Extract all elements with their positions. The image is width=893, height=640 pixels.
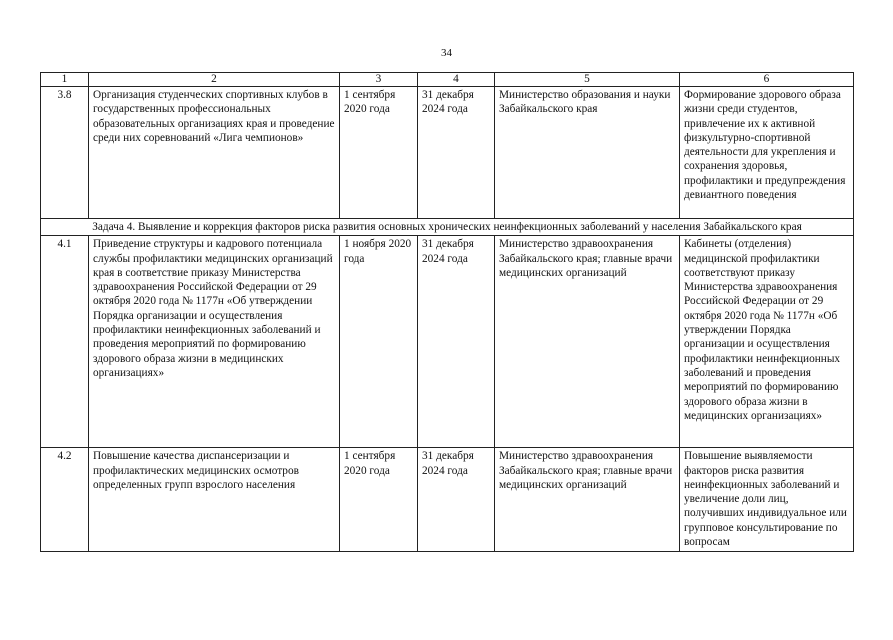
header-col-3: 3 [340, 73, 418, 87]
header-row [41, 73, 854, 87]
end-date-cell: 31 декабря 2024 года [418, 448, 495, 552]
header-col-6: 6 [680, 73, 854, 87]
header-col-5: 5 [495, 73, 680, 87]
executor-cell: Министерство здравоохранения Забайкальского края; главные врачи медицинских организаций [495, 448, 680, 552]
activity-cell: Организация студенческих спортивных клубов в государственных профессиональных образовательных организациях края и проведение среди них соревнований «Лига чемпионов» [89, 87, 340, 219]
result-cell: Повышение выявляемости факторов риска развития неинфекционных заболеваний и увеличение доли лиц, получивших индивидуальное или групповое консультирование по вопросам [680, 448, 854, 552]
page-number: 34 [441, 47, 452, 59]
start-date-cell: 1 сентября 2020 года [340, 87, 418, 219]
start-date-cell: 1 сентября 2020 года [340, 448, 418, 552]
header-col-4: 4 [418, 73, 495, 87]
executor-cell: Министерство здравоохранения Забайкальского края; главные врачи медицинских организаций [495, 236, 680, 448]
table-row [41, 87, 854, 219]
activities-table [40, 72, 854, 552]
row-number: 4.2 [41, 448, 89, 552]
header-col-1: 1 [41, 73, 89, 87]
start-date-cell: 1 ноября 2020 года [340, 236, 418, 448]
executor-cell: Министерство образования и науки Забайкальского края [495, 87, 680, 219]
end-date-cell: 31 декабря 2024 года [418, 236, 495, 448]
task-heading: Задача 4. Выявление и коррекция факторов риска развития основных хронических неинфекционных заболеваний у населения Забайкальского края [41, 219, 854, 236]
activity-cell: Приведение структуры и кадрового потенциала службы профилактики медицинских организаций края в соответствие приказу Министерства здравоохранения Российской Федерации от 29 октября 2020 года № 1177н «Об утверждении Порядка организации и осуществления профилактики неинфекционных заболеваний и проведения мероприятий по формированию здорового образа жизни в медицинских организациях» [89, 236, 340, 448]
result-cell: Формирование здорового образа жизни среди студентов, привлечение их к активной физкультурно-спортивной деятельности для укрепления и сохранения здоровья, профилактики и предупреждения девиантного поведения [680, 87, 854, 219]
end-date-cell: 31 декабря 2024 года [418, 87, 495, 219]
header-col-2: 2 [89, 73, 340, 87]
result-cell: Кабинеты (отделения) медицинской профилактики соответствуют приказу Министерства здравоохранения Российской Федерации от 29 октября 2020 года № 1177н «Об утверждении Порядка организации и осуществления профилактики неинфекционных заболеваний и проведения мероприятий по формированию здорового образа жизни в медицинских организациях» [680, 236, 854, 448]
table-row [41, 236, 854, 448]
task-row [41, 219, 854, 236]
row-number: 4.1 [41, 236, 89, 448]
row-number: 3.8 [41, 87, 89, 219]
activity-cell: Повышение качества диспансеризации и профилактических медицинских осмотров определенных групп взрослого населения [89, 448, 340, 552]
table-row [41, 448, 854, 552]
